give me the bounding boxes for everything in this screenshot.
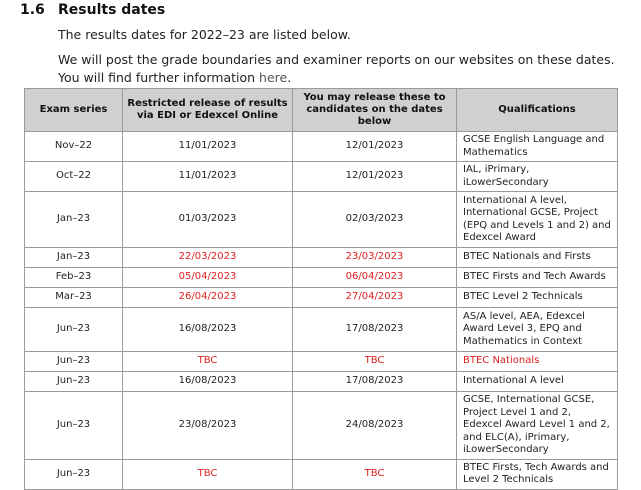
cell-exam-series: Mar–23 bbox=[25, 288, 123, 308]
further-info-link[interactable]: here bbox=[259, 70, 288, 85]
table-row bbox=[25, 352, 618, 372]
cell-qualifications: International A level bbox=[457, 372, 618, 392]
cell-candidate-release: 27/04/2023 bbox=[293, 288, 457, 308]
cell-qualifications: BTEC Firsts, Tech Awards and Level 2 Technicals bbox=[457, 459, 618, 489]
cell-qualifications: AS/A level, AEA, Edexcel Award Level 3, EPQ and Mathematics in Context bbox=[457, 308, 618, 352]
cell-exam-series: Jun–23 bbox=[25, 352, 123, 372]
cell-qualifications: International A level, International GCSE, Project (EPQ and Levels 1 and 2) and Edexcel Award bbox=[457, 192, 618, 248]
cell-candidate-release: 17/08/2023 bbox=[293, 372, 457, 392]
cell-candidate-release: TBC bbox=[293, 352, 457, 372]
cell-qualifications: BTEC Firsts and Tech Awards bbox=[457, 268, 618, 288]
section-title: Results dates bbox=[58, 2, 166, 18]
cell-qualifications: GCSE English Language and Mathematics bbox=[457, 132, 618, 162]
cell-candidate-release: 12/01/2023 bbox=[293, 162, 457, 192]
header-restricted-release: Restricted release of results via EDI or Edexcel Online bbox=[123, 89, 293, 132]
cell-qualifications: IAL, iPrimary, iLowerSecondary bbox=[457, 162, 618, 192]
cell-exam-series: Jan–23 bbox=[25, 248, 123, 268]
cell-qualifications: BTEC Level 2 Technicals bbox=[457, 288, 618, 308]
cell-restricted-release: 16/08/2023 bbox=[123, 372, 293, 392]
header-exam-series: Exam series bbox=[25, 89, 123, 132]
cell-exam-series: Nov–22 bbox=[25, 132, 123, 162]
cell-exam-series: Oct–22 bbox=[25, 162, 123, 192]
cell-candidate-release: 17/08/2023 bbox=[293, 308, 457, 352]
section-number: 1.6 bbox=[20, 2, 45, 18]
cell-candidate-release: 02/03/2023 bbox=[293, 192, 457, 248]
cell-restricted-release: 01/03/2023 bbox=[123, 192, 293, 248]
intro-line-2 bbox=[58, 51, 628, 87]
cell-candidate-release: 24/08/2023 bbox=[293, 392, 457, 460]
cell-qualifications: GCSE, International GCSE, Project Level 1 and 2, Edexcel Award Level 1 and 2, and ELC(A), iPrimary, iLowerSecondary bbox=[457, 392, 618, 460]
cell-restricted-release: TBC bbox=[123, 352, 293, 372]
intro-text bbox=[58, 26, 628, 94]
cell-restricted-release: 26/04/2023 bbox=[123, 288, 293, 308]
cell-exam-series: Jun–23 bbox=[25, 459, 123, 489]
cell-qualifications: BTEC Nationals and Firsts bbox=[457, 248, 618, 268]
table-row bbox=[25, 192, 618, 248]
cell-exam-series: Jun–23 bbox=[25, 392, 123, 460]
cell-candidate-release: 12/01/2023 bbox=[293, 132, 457, 162]
cell-qualifications: BTEC Nationals bbox=[457, 352, 618, 372]
results-dates-table bbox=[24, 88, 618, 490]
cell-exam-series: Feb–23 bbox=[25, 268, 123, 288]
cell-restricted-release: 11/01/2023 bbox=[123, 132, 293, 162]
table-row bbox=[25, 288, 618, 308]
cell-restricted-release: 11/01/2023 bbox=[123, 162, 293, 192]
table-row bbox=[25, 372, 618, 392]
cell-restricted-release: TBC bbox=[123, 459, 293, 489]
table-row bbox=[25, 132, 618, 162]
table-header-row bbox=[25, 89, 618, 132]
cell-candidate-release: 23/03/2023 bbox=[293, 248, 457, 268]
section-heading bbox=[20, 2, 165, 18]
cell-restricted-release: 22/03/2023 bbox=[123, 248, 293, 268]
table-body bbox=[25, 132, 618, 490]
cell-candidate-release: 06/04/2023 bbox=[293, 268, 457, 288]
cell-candidate-release: TBC bbox=[293, 459, 457, 489]
table-row bbox=[25, 248, 618, 268]
cell-exam-series: Jun–23 bbox=[25, 372, 123, 392]
intro-line-2-text: We will post the grade boundaries and examiner reports on our websites on these dates. You will find further information bbox=[58, 52, 615, 85]
cell-restricted-release: 05/04/2023 bbox=[123, 268, 293, 288]
cell-restricted-release: 16/08/2023 bbox=[123, 308, 293, 352]
intro-line-1: The results dates for 2022–23 are listed below. bbox=[58, 27, 351, 42]
table-row bbox=[25, 308, 618, 352]
cell-exam-series: Jan–23 bbox=[25, 192, 123, 248]
table-row bbox=[25, 268, 618, 288]
table-row bbox=[25, 162, 618, 192]
cell-exam-series: Jun–23 bbox=[25, 308, 123, 352]
intro-line-2-end: . bbox=[287, 70, 292, 85]
header-candidate-release: You may release these to candidates on the dates below bbox=[293, 89, 457, 132]
header-qualifications: Qualifications bbox=[457, 89, 618, 132]
table-row bbox=[25, 392, 618, 460]
table-row bbox=[25, 459, 618, 489]
cell-restricted-release: 23/08/2023 bbox=[123, 392, 293, 460]
